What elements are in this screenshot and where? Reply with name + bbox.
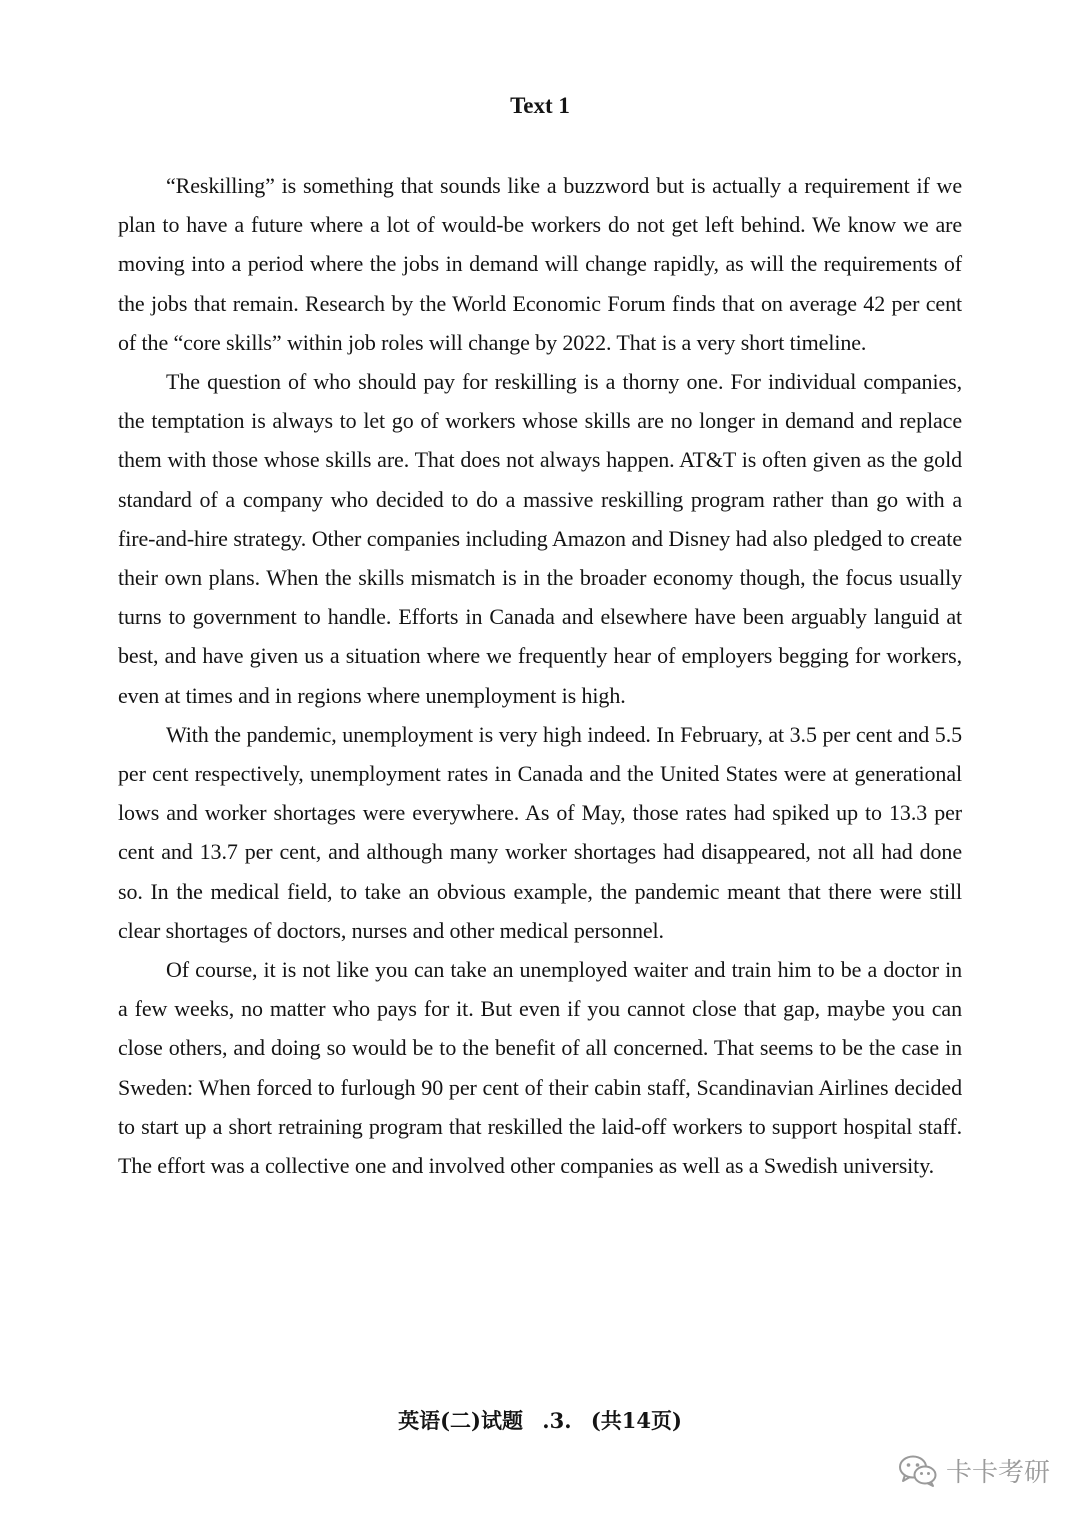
paragraph: Of course, it is not like you can take an unemployed waiter and train him to be a doctor in a few weeks, no matter who pays for it. But even if you cannot close that gap, maybe you can close others, and doing so would be to the benefit of all concerned. That seems to be the case in Sweden: When forced to furlough 90 per cent of their cabin staff, Scandinavian Airlines decided to start up a short retraining program that reskilled the laid-off workers to support hospital staff. The effort was a collective one and involved other companies as well as a Swedish university. [118, 957, 962, 1179]
wechat-icon [898, 1454, 938, 1488]
paragraph: The question of who should pay for reskilling is a thorny one. For individual companies, the temptation is always to let go of workers whose skills are no longer in demand and replace them with those whose skills are. That does not always happen. AT&T is often given as the gold standard of a company who decided to do a massive reskilling program rather than go with a fire-and-hire strategy. Other companies including Amazon and Disney had also pledged to create their own plans. When the skills mismatch is in the broader economy though, the focus usually turns to government to handle. Efforts in Canada and elsewhere have been arguably languid at best, and have given us a situation where we frequently hear of employers begging for workers, even at times and in regions where unemployment is high. [118, 369, 962, 708]
page-title: Text 1 [510, 93, 570, 118]
article-body [118, 166, 962, 1185]
watermark-text: 卡卡考研 [946, 1458, 1051, 1488]
footer-page-number: .3. [542, 1408, 572, 1433]
paragraph: With the pandemic, unemployment is very high indeed. In February, at 3.5 per cent and 5.5 per cent respectively, unemployment rates in Canada and the United States were at generational lows and worker shortages were everywhere. As of May, those rates had spiked up to 13.3 per cent and 13.7 per cent, and although many worker shortages had disappeared, not all had done so. In the medical field, to take an obvious example, the pandemic meant that there were still clear shortages of doctors, nurses and other medical personnel. [118, 721, 962, 943]
page-footer [0, 1404, 1080, 1438]
watermark [898, 1452, 1050, 1489]
paragraph: “Reskilling” is something that sounds like a buzzword but is actually a requirement if we plan to have a future where a lot of would-be workers do not get left behind. We know we are moving into a period where the jobs in demand will change rapidly, as will the requirements of the jobs that remain. Research by the World Economic Forum finds that on average 42 per cent of the “core skills” within job roles will change by 2022. That is a very short timeline. [118, 173, 962, 355]
footer-page-total: (共14页) [590, 1408, 682, 1433]
footer-exam-name: 英语(二)试题 [398, 1408, 523, 1433]
